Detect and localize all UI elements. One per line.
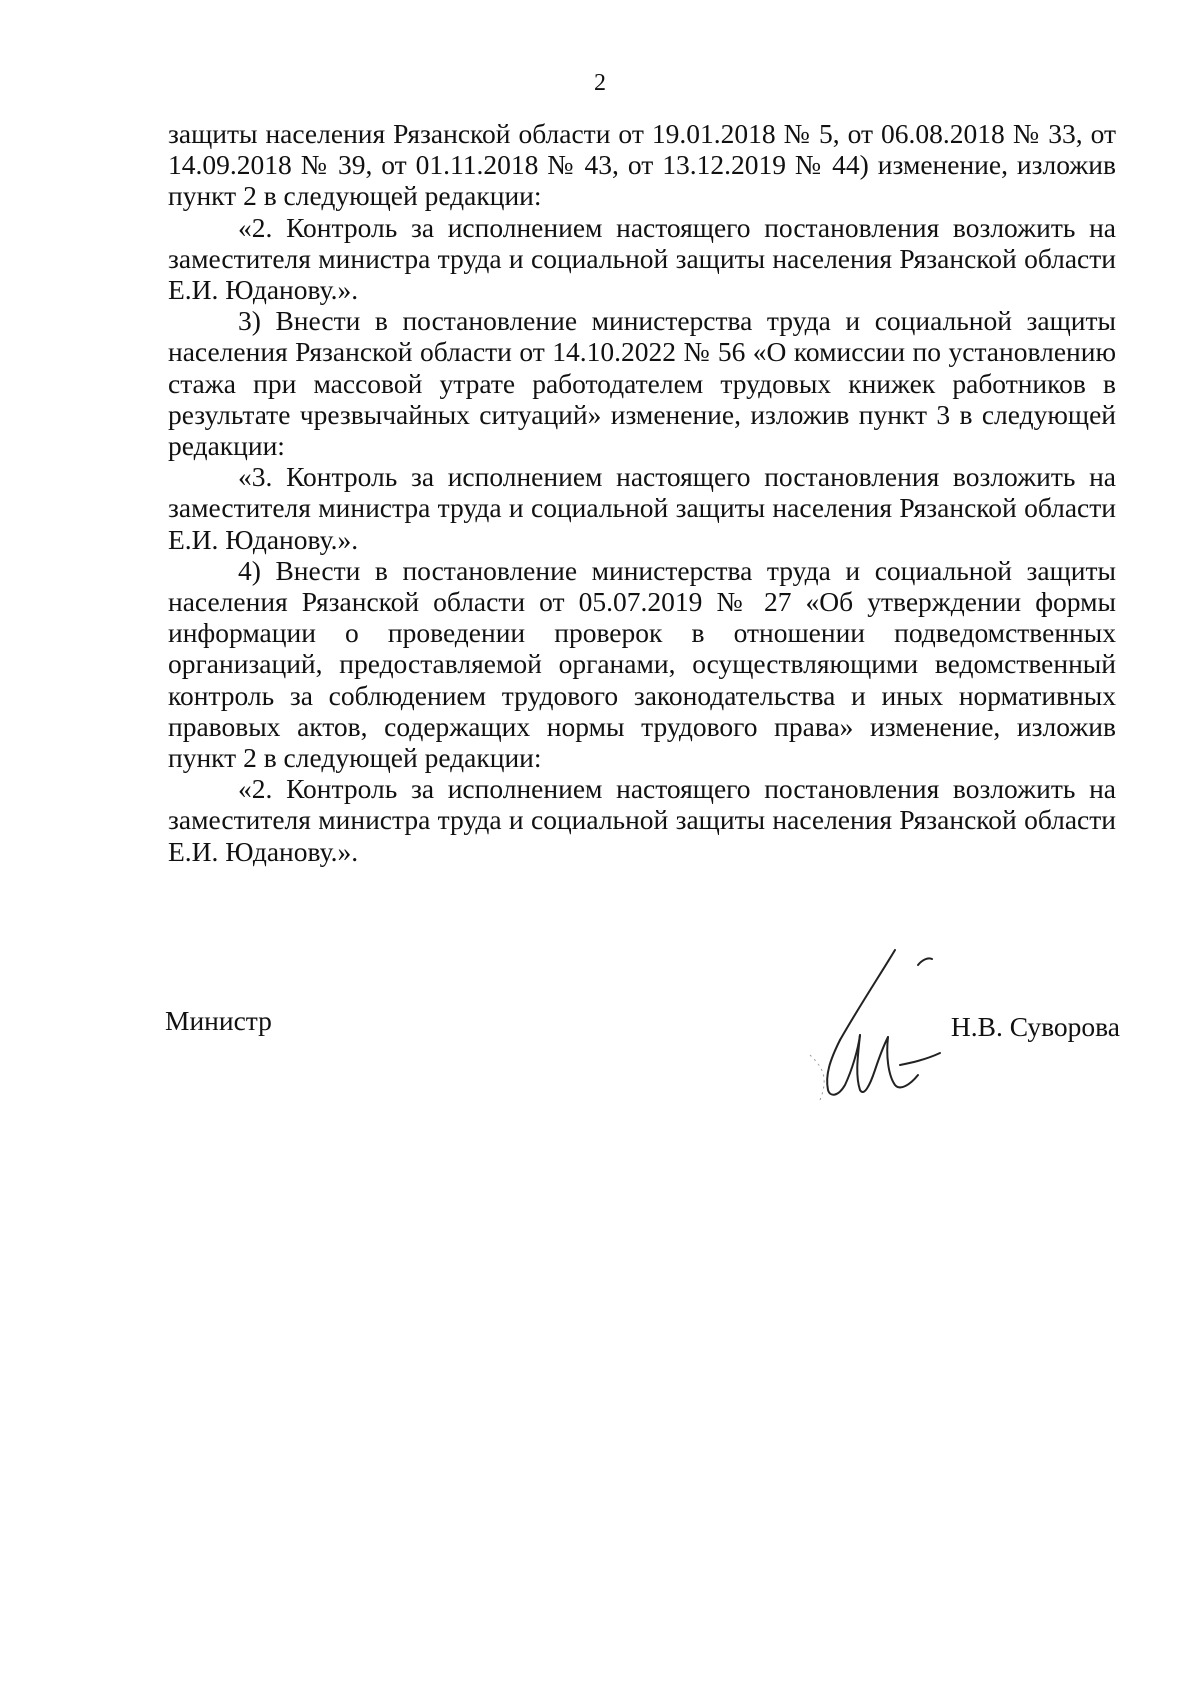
paragraph-item-2-text: «2. Контроль за исполнением настоящего постановления возложить на заместителя министра труда и социальной защиты населения Рязанской области Е.И. Юданову.».: [168, 211, 1116, 306]
paragraph-item-3-text: «3. Контроль за исполнением настоящего постановления возложить на заместителя министра труда и социальной защиты населения Рязанской области Е.И. Юданову.».: [168, 461, 1116, 555]
signatory-name: Н.В. Суворова: [950, 1011, 1120, 1042]
page-number: 2: [594, 70, 606, 96]
paragraph-item-4: 4) Внести в постановление министерства труда и социальной защиты населения Рязанской области от 05.07.2019 № 27 «Об утверждении формы информации о проведении проверок в отношении подведомственных организаций, предоставляемой органами, осуществляющими ведомственный контроль за соблюдением трудового законодательства и иных нормативных правовых актов, содержащих нормы трудового права» изменение, изложив пункт 2 в следующей редакции:: [168, 554, 1116, 774]
document-body: [168, 118, 1116, 867]
paragraph-continuation: защиты населения Рязанской области от 19.01.2018 № 5, от 06.08.2018 № 33, от 14.09.2018 № 39, от 01.11.2018 № 43, от 13.12.2019 № 44) изменение, изложив пункт 2 в следующей редакции:: [168, 118, 1116, 212]
paragraph-item-3: 3) Внести в постановление министерства труда и социальной защиты населения Рязанской области от 14.10.2022 № 56 «О комиссии по установлению стажа при массовой утрате работодателем трудовых книжек работников в результате чрезвычайных ситуаций» изменение, изложив пункт 3 в следующей редакции:: [168, 305, 1116, 462]
signatory-title: Министр: [165, 1005, 272, 1036]
paragraph-item-4-text: «2. Контроль за исполнением настоящего постановления возложить на заместителя министра труда и социальной защиты населения Рязанской области Е.И. Юданову.».: [168, 773, 1116, 867]
